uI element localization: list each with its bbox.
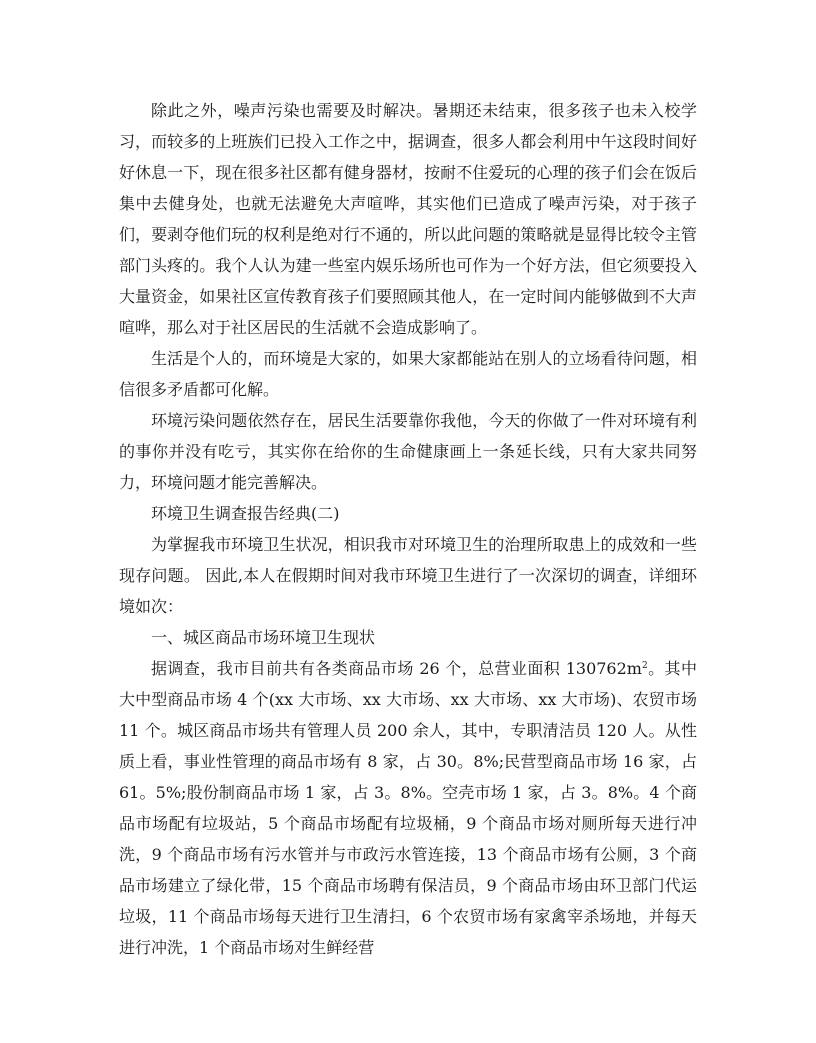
area-unit-superscript: 2 [641,661,648,671]
paragraph-intro: 为掌握我市环境卫生状况，相识我市对环境卫生的治理所取患上的成效和一些现存问题。 因此,本人在假期时间对我市环境卫生进行了一次深切的调查，详细环境如次： [119,535,697,616]
subheading-market-status: 一、城区商品市场环境卫生现状 [151,628,376,647]
paragraph-pollution-problem: 环境污染问题依然存在，居民生活要靠你我他，今天的你做了一件对环境有利的事你并没有吃亏，其实你在给你的生命健康画上一条延长线，只有大家共同努力，环境问题才能完善解决。 [119,411,697,492]
section-title: 环境卫生调查报告经典(二) [151,504,340,523]
document-body [119,95,697,963]
paragraph-survey [119,653,697,963]
survey-text-before-unit: 据调查，我市目前共有各类商品市场 26 个，总营业面积 130762m [151,659,642,678]
survey-text-after-unit: 。其中大中型商品市场 4 个(xx 大市场、xx 大市场、xx 大市场、xx 大市场)、农贸市场 11 个。城区商品市场共有管理人员 200 余人，其中，专职清洁员 120 人。从性质上看，事业性管理的商品市场有 8 家，占 30。8%;民营型商品市场 16 家，占 61。5%;股份制商品市场 1 家，占 3。8%。空壳市场 1 家，占 3。8%。4 个商品市场配有垃圾站，5 个商品市场配有垃圾桶，9 个商品市场对厕所每天进行冲洗，9 个商品市场有污水管并与市政污水管连接，13 个商品市场有公厕，3 个商品市场建立了绿化带，15 个商品市场聘有保洁员，9 个商品市场由环卫部门代运垃圾，11 个商品市场每天进行卫生清扫，6 个农贸市场有家禽宰杀场地，并每天进行冲洗，1 个商品市场对生鲜经营 [119,659,697,957]
paragraph-environment-shared: 生活是个人的，而环境是大家的，如果大家都能站在别人的立场看待问题，相信很多矛盾都可化解。 [119,349,697,399]
paragraph-noise-pollution: 除此之外，噪声污染也需要及时解决。暑期还未结束，很多孩子也未入校学习，而较多的上班族们已投入工作之中，据调查，很多人都会利用中午这段时间好好休息一下，现在很多社区都有健身器材，按耐不住爱玩的心理的孩子们会在饭后集中去健身处，也就无法避免大声喧哗，其实他们已造成了噪声污染，对于孩子们，要剥夺他们玩的权利是绝对行不通的，所以此问题的策略就是显得比较令主管部门头疼的。我个人认为建一些室内娱乐场所也可作为一个好方法，但它须要投入大量资金，如果社区宣传教育孩子们要照顾其他人，在一定时间内能够做到不大声喧哗，那么对于社区居民的生活就不会造成影响了。 [119,101,697,337]
